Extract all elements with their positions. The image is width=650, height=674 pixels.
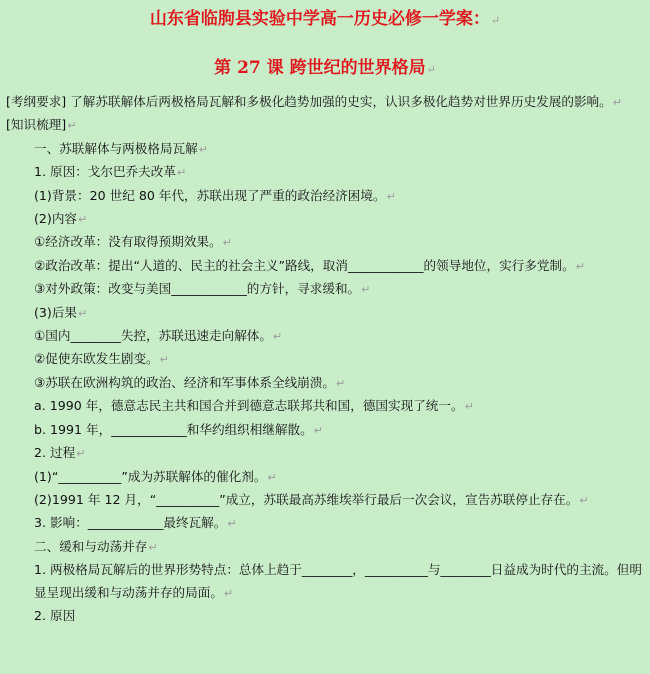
paragraph-s1-1-3a [6,325,644,348]
paragraph-s1-1-3b [6,348,644,371]
paragraph-text: ②政治改革：提出“人道的、民主的社会主义”路线，取消____________的领导地位，实行多党制。 [34,257,575,273]
paragraph-mark: ↵ [78,306,88,320]
paragraph-s2-1 [6,559,644,605]
paragraph-mark: ↵ [612,96,622,109]
paragraph-s2 [6,536,644,559]
paragraph-mark: ↵ [159,353,169,367]
document-title [6,8,644,32]
paragraph-mark: ↵ [267,470,277,484]
paragraph-text: ①经济改革：没有取得预期效果。 [34,234,222,250]
paragraph-s1-2 [6,442,644,465]
paragraph-text: a. 1990 年，德意志民主共和国合并到德意志联邦共和国，德国实现了统一。 [34,398,464,414]
paragraph-mark: ↵ [272,330,283,344]
paragraph-text: (3)后果 [34,304,78,320]
paragraph-sort [6,114,644,137]
paragraph-text: (2)1991 年 12 月，“__________”成立，苏联最高苏维埃举行最后一次会议，宣告苏联停止存在。 [34,491,579,507]
paragraph-mark: ↵ [464,400,474,414]
paragraph-mark: ↵ [176,166,187,180]
paragraph-req [6,91,644,114]
paragraph-text: [考纲要求] 了解苏联解体后两极格局瓦解和多极化趋势加强的史实，认识多极化趋势对世界历史发展的影响。 [6,94,612,109]
paragraph-mark: ↵ [78,213,88,227]
paragraph-mark: ↵ [386,189,396,203]
paragraph-text: b. 1991 年，____________和华约组织相继解散。 [34,421,313,437]
paragraph-mark: ↵ [67,119,77,133]
paragraph-mark: ↵ [76,447,86,461]
paragraph-s1-1-1 [6,185,644,208]
paragraph-s1-1-2a [6,231,644,254]
paragraph-mark: ↵ [579,493,589,507]
paragraph-text: ③苏联在欧洲构筑的政治、经济和军事体系全线崩溃。 [34,374,335,390]
paragraph-text: 3. 影响：____________最终瓦解。 [34,515,227,531]
paragraph-s1-2-2 [6,489,644,512]
paragraph-mark: ↵ [198,142,208,156]
paragraph-s1-1-2b [6,255,644,278]
paragraph-s1-1-2c [6,278,644,301]
paragraph-mark: ↵ [361,283,371,297]
paragraph-text: (1)“__________”成为苏联解体的催化剂。 [34,468,267,484]
paragraph-text: 二、缓和与动荡并存 [34,538,148,554]
lesson-title [6,57,644,81]
paragraph-text: 2. 过程 [34,445,76,461]
paragraph-text: (2)内容 [34,211,78,227]
paragraph-s1-3 [6,512,644,535]
paragraph-s1-1-3c [6,372,644,395]
paragraph-mark: ↵ [227,517,237,531]
paragraph-s2-2 [6,605,644,627]
paragraph-s1-1-3e [6,419,644,442]
paragraph-text: ③对外政策：改变与美国____________的方针，寻求缓和。 [34,281,361,297]
paragraph-s1-1-2 [6,208,644,231]
paragraph-mark: ↵ [222,236,232,250]
paragraph-mark: ↵ [148,540,158,554]
paragraph-s1-2-1 [6,466,644,489]
paragraph-s1 [6,138,644,161]
paragraph-s1-1 [6,161,644,184]
paragraph-text: (1)背景：20 世纪 80 年代，苏联出现了严重的政治经济困境。 [34,187,386,203]
document-body [6,91,644,627]
paragraph-text: 1. 原因：戈尔巴乔夫改革 [34,164,176,180]
paragraph-text: 1. 两极格局瓦解后的世界形势特点：总体上趋于________，__________与________日益成为时代的主流。但明显呈现出缓和与动荡并存的局面。 [34,562,642,600]
paragraph-s1-1-3 [6,302,644,325]
paragraph-text: 2. 原因 [34,607,76,623]
lesson-title-text: 第 27 课 跨世纪的世界格局 [214,58,426,78]
paragraph-mark: ↵ [575,259,585,273]
paragraph-mark: ↵ [313,423,323,437]
paragraph-s1-1-3d [6,395,644,418]
paragraph-mark: ↵ [426,63,436,76]
document-title-text: 山东省临朐县实验中学高一历史必修一学案： [149,9,490,29]
paragraph-mark: ↵ [223,586,234,600]
paragraph-mark: ↵ [335,376,346,390]
paragraph-text: [知识梳理] [6,117,67,133]
paragraph-text: ①国内________失控，苏联迅速走向解体。 [34,328,272,344]
paragraph-text: ②促使东欧发生剧变。 [34,351,159,367]
paragraph-text: 一、苏联解体与两极格局瓦解 [34,140,198,156]
paragraph-mark: ↵ [490,14,501,27]
